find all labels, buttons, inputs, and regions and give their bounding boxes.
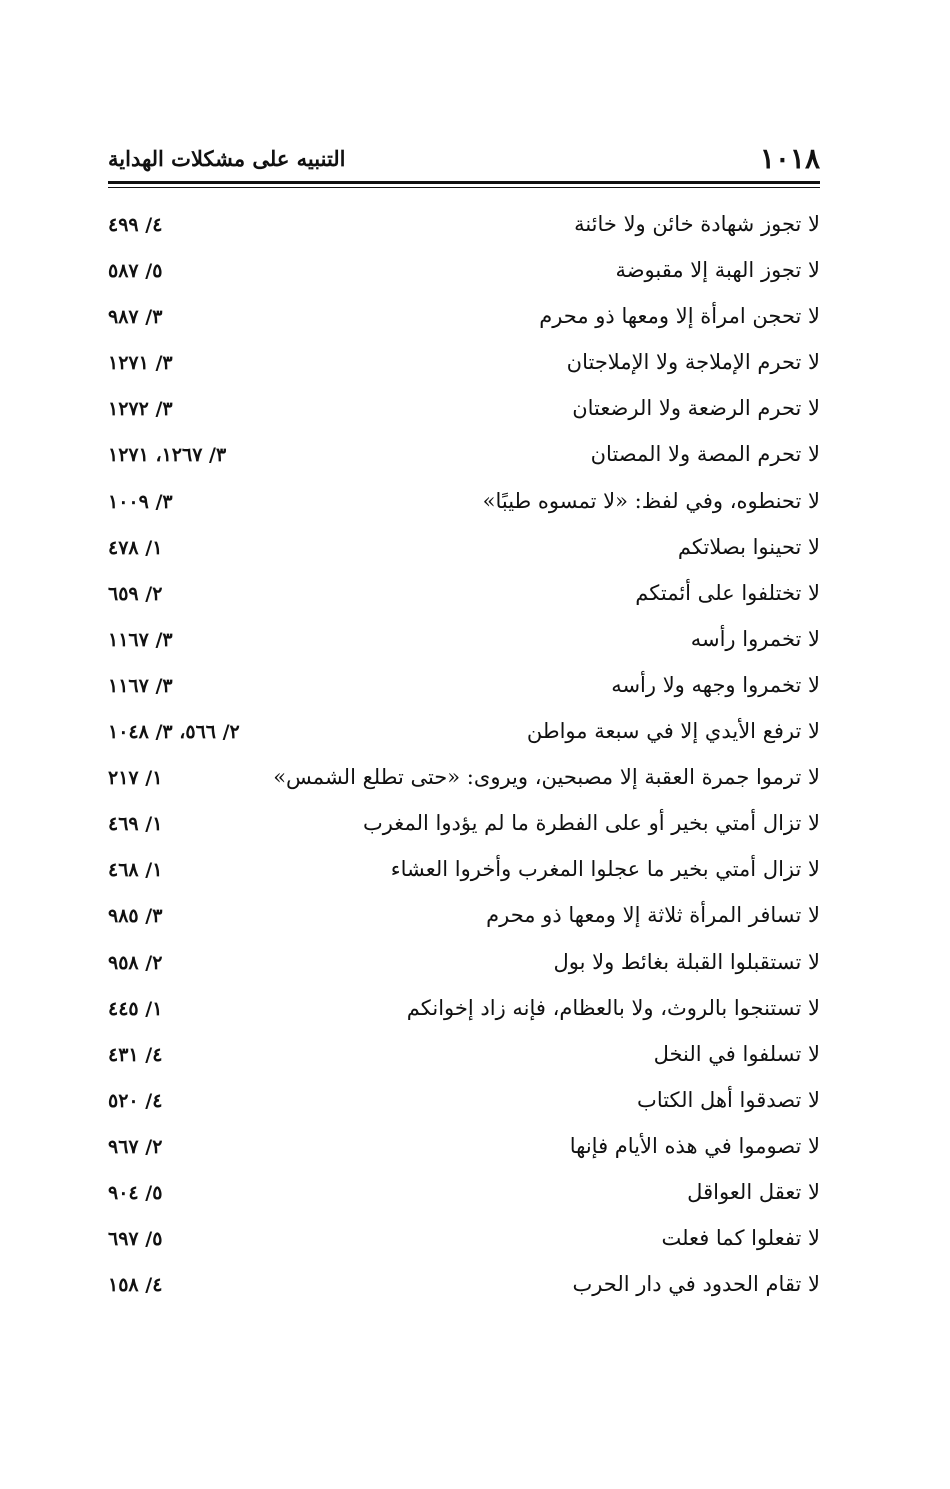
entry-text: لا تعقل العواقل xyxy=(687,1179,820,1204)
entry-text: لا تزال أمتي بخير ما عجلوا المغرب وأخروا العشاء xyxy=(390,857,820,882)
index-entry xyxy=(108,298,820,344)
index-entry xyxy=(108,206,820,252)
entry-text: لا تحينوا بصلاتكم xyxy=(677,534,820,559)
entry-text: لا تسلفوا في النخل xyxy=(653,1041,820,1066)
index-entry xyxy=(108,436,820,482)
index-entry xyxy=(108,713,820,759)
page-header xyxy=(108,138,820,178)
entry-text: لا تستنجوا بالروث، ولا بالعظام، فإنه زاد إخوانكم xyxy=(406,995,820,1020)
index-entry xyxy=(108,897,820,943)
entry-reference: ٤/ ٤٩٩ xyxy=(108,214,163,236)
entry-text: لا تخمروا رأسه xyxy=(690,626,820,651)
entry-text: لا تجوز الهبة إلا مقبوضة xyxy=(615,258,820,283)
index-entry xyxy=(108,667,820,713)
book-title: التنبيه على مشكلات الهداية xyxy=(108,146,346,171)
entry-text: لا تحرم المصة ولا المصتان xyxy=(590,442,820,467)
entry-reference: ١/ ٤٦٨ xyxy=(108,859,163,882)
entry-reference: ٣/ ١١٦٧ xyxy=(108,674,173,697)
entry-text: لا تختلفوا على أئمتكم xyxy=(635,580,820,605)
entry-text: لا تحرم الرضعة ولا الرضعتان xyxy=(572,396,820,421)
entry-reference: ٤/ ٥٢٠ xyxy=(108,1089,163,1112)
entry-text: لا تصوموا في هذه الأيام فإنها xyxy=(569,1133,820,1158)
entry-reference: ١/ ٤٧٨ xyxy=(108,536,163,559)
index-entry xyxy=(108,805,820,851)
entry-reference: ٢/ ٩٦٧ xyxy=(108,1135,163,1158)
index-entry xyxy=(108,1128,820,1174)
index-entry xyxy=(108,1082,820,1128)
entry-reference: ٣/ ٩٨٧ xyxy=(108,306,163,329)
entry-reference: ٤/ ٤٣١ xyxy=(108,1043,163,1066)
entry-reference: ٣/ ١٠٠٩ xyxy=(108,490,173,513)
index-entry xyxy=(108,252,820,298)
entry-reference: ٢/ ٥٦٦، ٣/ ١٠٤٨ xyxy=(108,721,240,744)
entry-reference: ٣/ ١٢٧١ xyxy=(108,352,173,375)
index-entry xyxy=(108,529,820,575)
entry-reference: ٥/ ٩٠٤ xyxy=(108,1181,163,1204)
entry-text: لا تحرم الإملاجة ولا الإملاجتان xyxy=(566,350,820,375)
entry-reference: ٣/ ٩٨٥ xyxy=(108,905,163,928)
index-entry xyxy=(108,621,820,667)
index-entry xyxy=(108,1036,820,1082)
entry-text: لا تفعلوا كما فعلت xyxy=(661,1226,820,1251)
entry-text: لا تسافر المرأة ثلاثة إلا ومعها ذو محرم xyxy=(486,903,820,928)
entry-text: لا تقام الحدود في دار الحرب xyxy=(572,1272,820,1297)
header-rule-thick xyxy=(108,181,820,184)
index-entry xyxy=(108,944,820,990)
entry-text: لا تجوز شهادة خائن ولا خائنة xyxy=(574,212,820,236)
entry-reference: ٣/ ١٢٧٢ xyxy=(108,398,173,421)
entry-text: لا تحنطوه، وفي لفظ: «لا تمسوه طيبًا» xyxy=(482,488,820,513)
entry-reference: ٣/ ١١٦٧ xyxy=(108,628,173,651)
hadith-index-list xyxy=(108,206,820,1312)
index-entry xyxy=(108,990,820,1036)
entry-reference: ٥/ ٦٩٧ xyxy=(108,1228,163,1251)
entry-reference: ٥/ ٥٨٧ xyxy=(108,260,163,283)
entry-reference: ١/ ٢١٧ xyxy=(108,767,163,790)
index-entry xyxy=(108,390,820,436)
index-entry xyxy=(108,759,820,805)
index-entry xyxy=(108,1174,820,1220)
entry-text: لا تصدقوا أهل الكتاب xyxy=(637,1087,820,1112)
index-entry xyxy=(108,851,820,897)
entry-reference: ٤/ ١٥٨ xyxy=(108,1274,163,1297)
entry-reference: ٣/ ١٢٦٧، ١٢٧١ xyxy=(108,444,227,467)
index-entry xyxy=(108,575,820,621)
entry-text: لا تحجن امرأة إلا ومعها ذو محرم xyxy=(539,304,820,329)
index-entry xyxy=(108,483,820,529)
entry-text: لا تزال أمتي بخير أو على الفطرة ما لم يؤدوا المغرب xyxy=(362,811,820,836)
entry-reference: ١/ ٤٦٩ xyxy=(108,813,163,836)
entry-reference: ١/ ٤٤٥ xyxy=(108,997,163,1020)
index-entry xyxy=(108,1266,820,1312)
entry-reference: ٢/ ٦٥٩ xyxy=(108,582,163,605)
entry-reference: ٢/ ٩٥٨ xyxy=(108,951,163,974)
entry-text: لا تستقبلوا القبلة بغائط ولا بول xyxy=(553,949,820,974)
entry-text: لا تخمروا وجهه ولا رأسه xyxy=(611,672,820,697)
index-entry xyxy=(108,1220,820,1266)
entry-text: لا ترموا جمرة العقبة إلا مصبحين، ويروى: «حتى تطلع الشمس» xyxy=(273,765,820,790)
index-entry xyxy=(108,344,820,390)
header-rule-thin xyxy=(108,187,820,188)
page-number: ١٠١٨ xyxy=(759,142,820,175)
entry-text: لا ترفع الأيدي إلا في سبعة مواطن xyxy=(526,719,820,744)
